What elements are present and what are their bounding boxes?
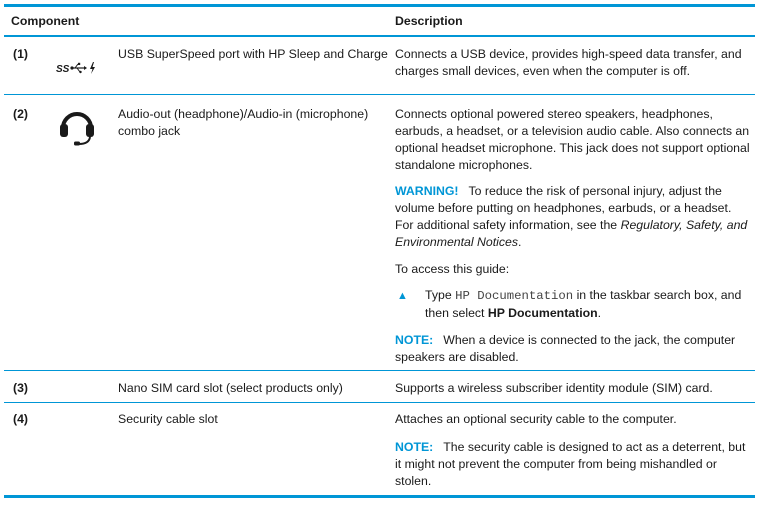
headset-icon xyxy=(57,104,97,146)
warning-paragraph xyxy=(395,183,751,251)
component-name: Security cable slot xyxy=(118,412,218,426)
svg-text:SS: SS xyxy=(56,64,70,75)
row-number: (4) xyxy=(13,412,29,426)
component-name: Nano SIM card slot (select products only) xyxy=(118,381,343,395)
component-name: USB SuperSpeed port with HP Sleep and Charge xyxy=(118,47,388,61)
usb-superspeed-charge-icon xyxy=(56,60,98,76)
step-text: in the taskbar search box, and then select xyxy=(425,288,742,320)
table-bottom-rule xyxy=(4,495,755,498)
note-text: The security cable is designed to act as a deterrent, but it might not prevent the computer from being mishandled or stolen. xyxy=(395,440,746,488)
row-number: (3) xyxy=(13,381,29,395)
header-description: Description xyxy=(395,14,463,28)
row-number: (1) xyxy=(13,47,29,61)
component-name: Audio-out (headphone)/Audio-in (microphone) combo jack xyxy=(118,107,369,138)
component-description: Connects optional powered stereo speakers, headphones, earbuds, a headset, or a television audio cable. Also connects an optional headset microphone. This jack does not support optional standalone microphones. xyxy=(395,107,750,172)
note-label: NOTE: xyxy=(395,440,434,454)
select-item: HP Documentation xyxy=(487,306,598,320)
access-guide-text: To access this guide: xyxy=(395,262,510,276)
note-paragraph xyxy=(395,439,751,490)
step-end: . xyxy=(597,306,602,320)
component-description: Connects a USB device, provides high-speed data transfer, and charges small devices, even when the computer is off. xyxy=(395,47,742,78)
header-component: Component xyxy=(11,14,80,28)
step-text: Type xyxy=(425,288,456,302)
table-top-rule xyxy=(4,4,755,7)
bullet-triangle-icon: ▲ xyxy=(397,290,408,302)
note-text: When a device is connected to the jack, the computer speakers are disabled. xyxy=(395,333,736,364)
note-paragraph xyxy=(395,332,751,366)
row-number: (2) xyxy=(13,107,29,121)
component-description: Supports a wireless subscriber identity module (SIM) card. xyxy=(395,381,713,395)
search-term: HP Documentation xyxy=(455,289,574,303)
warning-text: To reduce the risk of personal injury, adjust the volume before putting on headphones, earbuds, or a headset. For additional safety information, see the xyxy=(395,184,732,232)
bullet-step xyxy=(425,287,751,322)
row-divider xyxy=(4,370,755,371)
component-description: Attaches an optional security cable to the computer. xyxy=(395,412,677,426)
warning-end: . xyxy=(518,235,522,249)
note-label: NOTE: xyxy=(395,333,434,347)
header-rule xyxy=(4,35,755,37)
row-divider xyxy=(4,94,755,95)
document-title: Regulatory, Safety, and Environmental Notices xyxy=(395,218,748,249)
row-divider xyxy=(4,402,755,403)
warning-label: WARNING! xyxy=(395,184,459,198)
